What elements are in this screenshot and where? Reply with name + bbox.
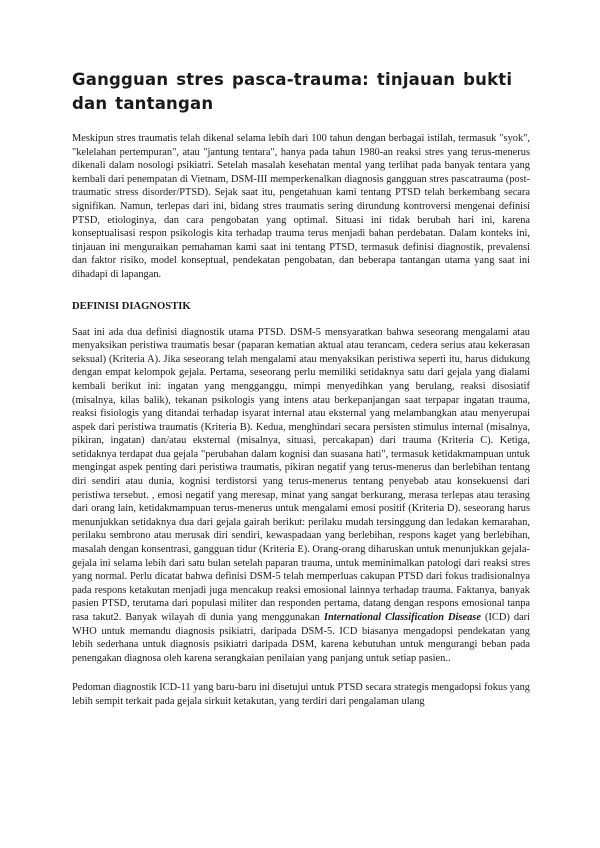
icd-emphasis: International Classification Disease [323, 612, 481, 623]
diagnostic-paragraph [72, 326, 530, 666]
section-heading: DEFINISI DIAGNOSTIK [72, 300, 191, 312]
diagnostic-paragraph-part-1: Saat ini ada dua definisi diagnostik utama PTSD. DSM-5 mensyaratkan bahwa seseorang mengalami atau menyaksikan peristiwa traumatis besar (paparan kematian aktual atau terancam, cedera serius atau kekerasan seksual) (Kriteria A). Jika seseorang telah mengalami atau menyaksikan peristiwa seperti itu, harus didukung dengan empat kelompok gejala. Pertama, seseorang perlu memiliki setidaknya satu dari gejala yang dialami kembali berikut ini: ingatan yang mengganggu, mimpi menyedihkan yang berulang, reaksi disosiatif (misalnya, kilas balik), tekanan psikologis yang intens atau berkepanjangan saat terpapar ingatan trauma, reaksi fisiologis yang ditandai terhadap isyarat internal atau eksternal yang melambangkan atau menyerupai aspek dari peristiwa traumatis (Kriteria B). Kedua, menghindari secara persisten stimulus internal (misalnya, pikiran, ingatan) dan/atau eksternal (misalnya, situasi, percakapan) dari trauma (Kriteria C). Ketiga, setidaknya terdapat dua gejala "perubahan dalam kognisi dan suasana hati", termasuk ketidakmampuan untuk mengingat aspek penting dari peristiwa traumatis, pikiran negatif yang terus-menerus dan berlebihan tentang diri sendiri atau dunia, kognisi terdistorsi yang terus-menerus tentang penyebab atau konsekuensi dari peristiwa tersebut. , emosi negatif yang meresap, minat yang sangat berkurang, merasa terlepas atau terasing dari orang lain, ketidakmampuan terus-menerus untuk mengalami emosi positif (Kriteria D). seseorang harus menunjukkan setidaknya dua dari gejala gairah berikut: perilaku mudah tersinggung dan ledakan kemarahan, perilaku sembrono atau merusak diri sendiri, kewaspadaan yang berlebihan, respons kaget yang berlebihan, masalah dengan konsentrasi, gangguan tidur (Kriteria E). Orang-orang diharuskan untuk menunjukkan gejala-gejala ini selama lebih dari satu bulan setelah paparan trauma, untuk meminimalkan patologi dari reaksi stres yang normal. Perlu dicatat bahwa definisi DSM-5 telah memperluas cakupan PTSD dari fokus tradisionalnya pada respons ketakutan menjadi juga mencakup reaksi emosional lainnya terhadap trauma. Faktanya, banyak pasien PTSD, terutama dari populasi militer dan responden pertama, datang dengan respons emosional tanpa rasa takut2. Banyak wilayah di dunia yang menggunakan [72, 326, 530, 623]
intro-paragraph: Meskipun stres traumatis telah dikenal selama lebih dari 100 tahun dengan berbagai istilah, termasuk "syok", "kelelahan pertempuran", atau "jantung tentara", hanya pada tahun 1980-an reaksi stres yang terus-menerus dikenali dalam nosologi psikiatri. Setelah masalah kesehatan mental yang terlihat pada banyak tentara yang kembali dari penempatan di Vietnam, DSM-III memperkenalkan diagnosis gangguan stres pascatrauma (post-traumatic stress disorder/PTSD). Sejak saat itu, pengetahuan kami tentang PTSD telah berkembang secara signifikan. Namun, terlepas dari ini, bidang stres traumatis sering dirundung kontroversi mengenai definisi PTSD, etiologinya, dan cara pengobatan yang optimal. Situasi ini tidak berubah hari ini, karena konseptualisasi respon psikologis kita terhadap trauma terus menjadi bahan perdebatan. Dalam konteks ini, tinjauan ini menguraikan pemahaman kami saat ini tentang PTSD, termasuk definisi diagnostik, prevalensi dan faktor risiko, model konseptual, pendekatan pengobatan, dan beberapa tantangan utama yang saat ini dihadapi di lapangan. [72, 133, 530, 280]
icd11-paragraph: Pedoman diagnostik ICD-11 yang baru-baru ini disetujui untuk PTSD secara strategis mengadopsi fokus yang lebih sempit terkait pada gejala sirkuit ketakutan, yang terdiri dari pengalaman ulang [72, 682, 530, 707]
document-title: Gangguan stres pasca-trauma: tinjauan bukti dan tantangan [72, 70, 513, 113]
diagnostic-paragraph-part-2: (ICD) dari WHO untuk memandu diagnosis psikiatri, daripada DSM-5. ICD biasanya mengadopsi pendekatan yang lebih sederhana untuk diagnosis psikiatri daripada DSM, karena kebutuhan untuk mengurangi beban pada penengakan diagnosa oleh karena serangkaian penilaian yang panjang untuk setiap pasien.. [72, 612, 531, 664]
